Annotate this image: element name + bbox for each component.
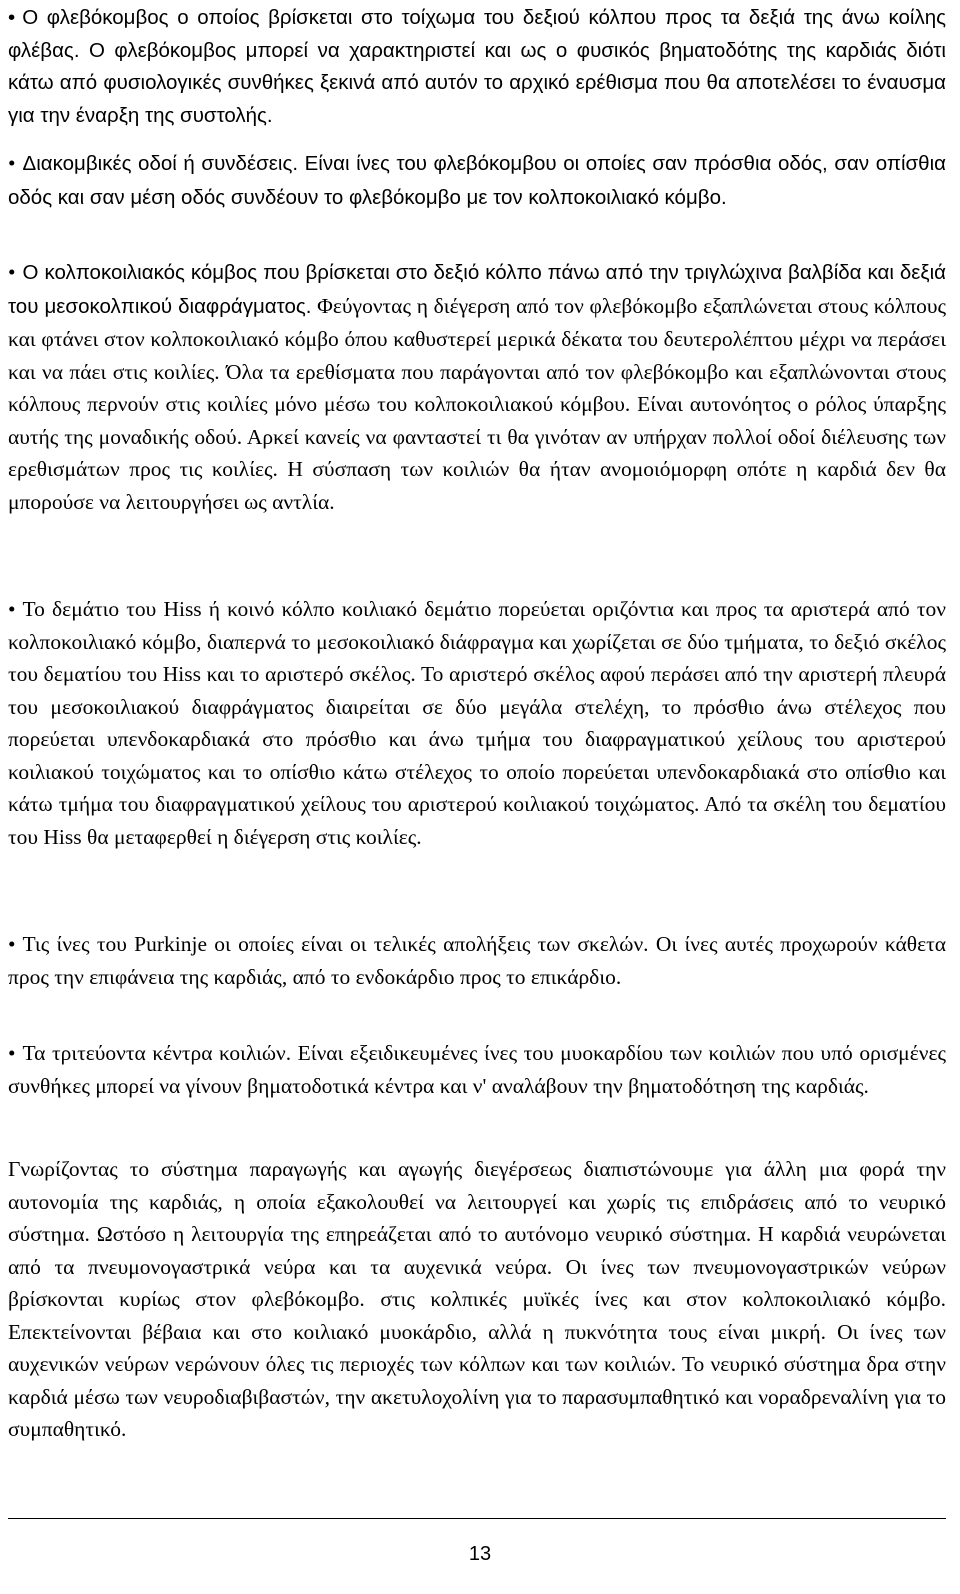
paragraph-sinoatrial-node: [8, 2, 946, 132]
paragraph-lead: Διακομβικές οδοί ή συνδέσεις.: [22, 152, 299, 175]
paragraph-text: Τις ίνες του Purkinje οι οποίες είναι οι τελικές απολήξεις των σκελών. Οι ίνες αυτές προχωρούν κάθετα προς την επιφάνεια της καρδιάς, από το ενδοκάρδιο προς το επικάρδιο.: [8, 932, 946, 989]
paragraph-av-node: [8, 256, 946, 518]
paragraph-text: Το δεμάτιο του Hiss ή κοινό κόλπο κοιλιακό δεμάτιο πορεύεται οριζόντια και προς τα αριστερά από τον κολποκοιλιακό κόμβο, διαπερνά το μεσοκοιλιακό διάφραγμα και χωρίζεται σε δύο τμήματα, το δεξιό σκέλος του δεματίου του Hiss και το αριστερό σκέλος. Το αριστερό σκέλος αφού περάσει από την αριστερή πλευρά του μεσοκοιλιακού διαφράγματος διαιρείται σε δύο μεγάλα στελέχη, το πρόσθιο άνω στέλεχος που πορεύεται υπενδοκαρδιακά στο πρόσθιο και άνω τμήμα του διαφραγματικού χείλους του αριστερού κοιλιακού τοιχώματος και το οπίσθιο κάτω στέλεχος το οποίο πορεύεται υπενδοκαρδιακά στο οπίσθιο και κάτω τμήμα του διαφραγματικού χείλους του αριστερού κοιλιακού τοιχώματος. Από τα σκέλη του δεματίου του Hiss θα μεταφερθεί η διέγερση στις κοιλίες.: [8, 597, 946, 849]
paragraph-autonomy-summary: [8, 1153, 946, 1446]
paragraph-text: Φεύγοντας η διέγερση από τον φλεβόκομβο εξαπλώνεται στους κόλπους και φτάνει στον κολποκοιλιακό κόμβο όπου καθυστερεί μερικά δέκατα του δευτερολέπτου μέχρι να περάσει και να πάει στις κοιλίες. Όλα τα ερεθίσματα που παράγονται από τον φλεβόκομβο και εξαπλώνονται στους κόλπους περνούν στις κοιλίες μόνο μέσω του κολποκοιλιακού κόμβου. Είναι αυτονόητος ο ρόλος ύπαρξης αυτής της μοναδικής οδού. Αρκεί κανείς να φανταστεί τι θα γινόταν αν υπήρχαν πολλοί οδοί διέλευσης των ερεθισμάτων προς τις κοιλίες. Η σύσπαση των κοιλιών θα ήταν ανομοιόμορφη οπότε η καρδιά δεν θα μπορούσε να λειτουργήσει ως αντλία.: [8, 293, 946, 514]
paragraph-internodal-pathways: [8, 147, 946, 214]
footer-divider: [8, 1518, 946, 1519]
paragraph-purkinje-fibers: [8, 928, 946, 993]
paragraph-text: Είναι ίνες του φλεβόκομβου οι οποίες σαν πρόσθια οδός, σαν οπίσθια οδός και σαν μέση οδός συνδέουν το φλεβόκομβο με τον κολποκοιλιακό κόμβο.: [8, 152, 946, 209]
paragraph-tertiary-centers: [8, 1037, 946, 1102]
paragraph-text: Ο φλεβόκομβος ο οποίος βρίσκεται στο τοίχωμα του δεξιού κόλπου προς τα δεξιά της άνω κοίλης φλέβας. Ο φλεβόκομβος μπορεί να χαρακτηριστεί και ως ο φυσικός βηματοδότης της καρδιάς διότι κάτω από φυσιολογικές συνθήκες ξεκινά από αυτόν το αρχικό ερέθισμα που θα αποτελέσει το έναυσμα για την έναρξη της συστολής.: [8, 6, 946, 127]
paragraph-lead: Ο κολποκοιλιακός κόμβος που βρίσκεται στο δεξιό κόλπο πάνω από την τριγλώχινα βαλβίδα και δεξιά του μεσοκολπικού διαφράγματος.: [8, 261, 946, 318]
paragraph-bundle-of-his: [8, 593, 946, 853]
paragraph-text: Τα τριτεύοντα κέντρα κοιλιών. Είναι εξειδικευμένες ίνες του μυοκαρδίου των κοιλιών που υπό ορισμένες συνθήκες μπορεί να γίνουν βηματοδοτικά κέντρα και ν' αναλάβουν την βηματοδότηση της καρδιάς.: [8, 1041, 946, 1098]
paragraph-text: Γνωρίζοντας το σύστημα παραγωγής και αγωγής διεγέρσεως διαπιστώνουμε για άλλη μια φορά την αυτονομία της καρδιάς, η οποία εξακολουθεί να λειτουργεί και χωρίς τις επιδράσεις από το νευρικό σύστημα. Ωστόσο η λειτουργία της επηρεάζεται από το αυτόνομο νευρικό σύστημα. Η καρδιά νευρώνεται από τα πνευμονογαστρικά νεύρα και τα αυχενικά νεύρα. Οι ίνες των πνευμονογαστρικών νεύρων βρίσκονται κυρίως στον φλεβόκομβο. στις κολπικές μυϊκές ίνες και στον κολποκοιλιακό κόμβο. Επεκτείνονται βέβαια και στο κοιλιακό μυοκάρδιο, αλλά η πυκνότητα τους είναι μικρή. Οι ίνες των αυχενικών νεύρων νερώνουν όλες τις περιοχές των κόλπων και των κοιλιών. Το νευρικό σύστημα δρα στην καρδιά μέσω των νευροδιαβιβαστών, την ακετυλοχολίνη για το παρασυμπαθητικό και νοραδρεναλίνη για το συμπαθητικό.: [8, 1157, 946, 1441]
page-number: 13: [468, 1543, 492, 1565]
